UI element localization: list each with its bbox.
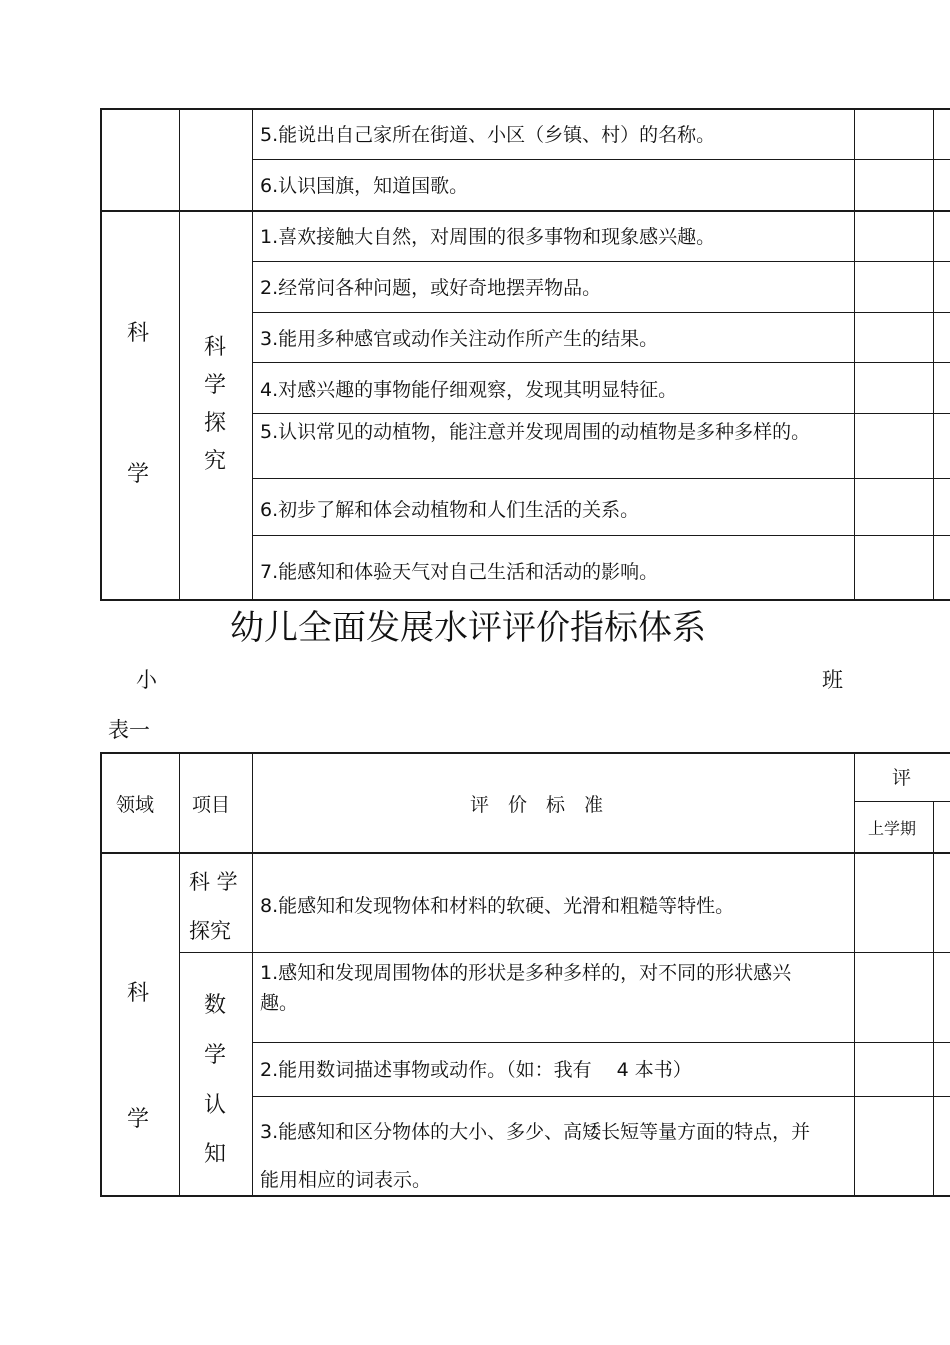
header-domain: 领域	[116, 794, 155, 816]
item-char: 究	[203, 449, 226, 474]
rule	[179, 952, 950, 953]
rule	[854, 752, 855, 1196]
criteria-text: 2.能用数词描述事物或动作。（如：我有 4 本书）	[260, 1059, 692, 1081]
item-char: 科	[203, 335, 226, 360]
rule	[933, 108, 934, 600]
criteria-text: 6.认识国旗，知道国歌。	[260, 175, 469, 197]
domain-char: 学	[126, 1107, 149, 1132]
criteria-text: 1.感知和发现周围物体的形状是多种多样的，对不同的形状感兴趣。	[260, 962, 792, 1014]
rule	[100, 752, 950, 754]
rule	[100, 210, 950, 212]
criteria-text: 5.能说出自己家所在街道、小区（乡镇、村）的名称。	[260, 124, 716, 146]
criteria-text: 7.能感知和体验天气对自己生活和活动的影响。	[260, 561, 659, 583]
rule	[100, 599, 950, 601]
rule	[933, 801, 934, 1196]
rule	[854, 801, 950, 802]
rule	[100, 108, 950, 110]
header-evaluation: 评	[892, 767, 912, 789]
item-char: 学	[203, 1043, 226, 1068]
rule	[252, 261, 950, 262]
item-label: 探究	[189, 919, 231, 943]
domain-char: 学	[126, 462, 149, 487]
item-char: 数	[203, 993, 226, 1018]
page-title: 幼儿全面发展水评评价指标体系	[230, 608, 706, 648]
criteria-text: 6.初步了解和体会动植物和人们生活的关系。	[260, 499, 640, 521]
criteria-text: 1.喜欢接触大自然，对周围的很多事物和现象感兴趣。	[260, 226, 716, 248]
criteria-text: 3.能用多种感官或动作关注动作所产生的结果。	[260, 328, 659, 350]
criteria-text: 2.经常问各种问题，或好奇地摆弄物品。	[260, 277, 602, 299]
header-item: 项目	[192, 794, 231, 816]
criteria-text: 4.对感兴趣的事物能仔细观察，发现其明显特征。	[260, 379, 678, 401]
item-char: 知	[203, 1142, 226, 1167]
item-char: 探	[203, 411, 226, 436]
rule	[252, 478, 950, 479]
rule	[252, 108, 253, 600]
rule	[252, 312, 950, 313]
rule	[854, 108, 855, 600]
table-label: 表一	[108, 718, 150, 742]
rule	[252, 362, 950, 363]
rule	[100, 752, 102, 1196]
rule	[252, 752, 253, 1196]
header-criteria: 评 价 标 准	[470, 794, 604, 816]
rule	[252, 535, 950, 536]
rule	[179, 752, 180, 1196]
rule	[252, 413, 950, 414]
rule	[100, 852, 950, 854]
criteria-text: 3.能感知和区分物体的大小、多少、高矮长短等量方面的特点，并能用相应的词表示。	[260, 1121, 811, 1191]
item-char: 认	[203, 1093, 226, 1118]
criteria-text: 8.能感知和发现物体和材料的软硬、光滑和粗糙等特性。	[260, 895, 735, 917]
class-label-right: 班	[822, 668, 843, 692]
domain-char: 科	[126, 981, 149, 1006]
rule	[252, 1042, 950, 1043]
domain-char: 科	[126, 321, 149, 346]
class-label-left: 小	[136, 668, 157, 692]
rule	[100, 108, 102, 600]
rule	[252, 159, 950, 160]
header-term1: 上学期	[868, 819, 917, 838]
rule	[252, 1096, 950, 1097]
item-char: 学	[203, 373, 226, 398]
rule	[179, 108, 180, 600]
item-label: 科 学	[189, 870, 238, 894]
criteria-text: 5.认识常见的动植物，能注意并发现周围的动植物是多种多样的。	[260, 421, 811, 443]
